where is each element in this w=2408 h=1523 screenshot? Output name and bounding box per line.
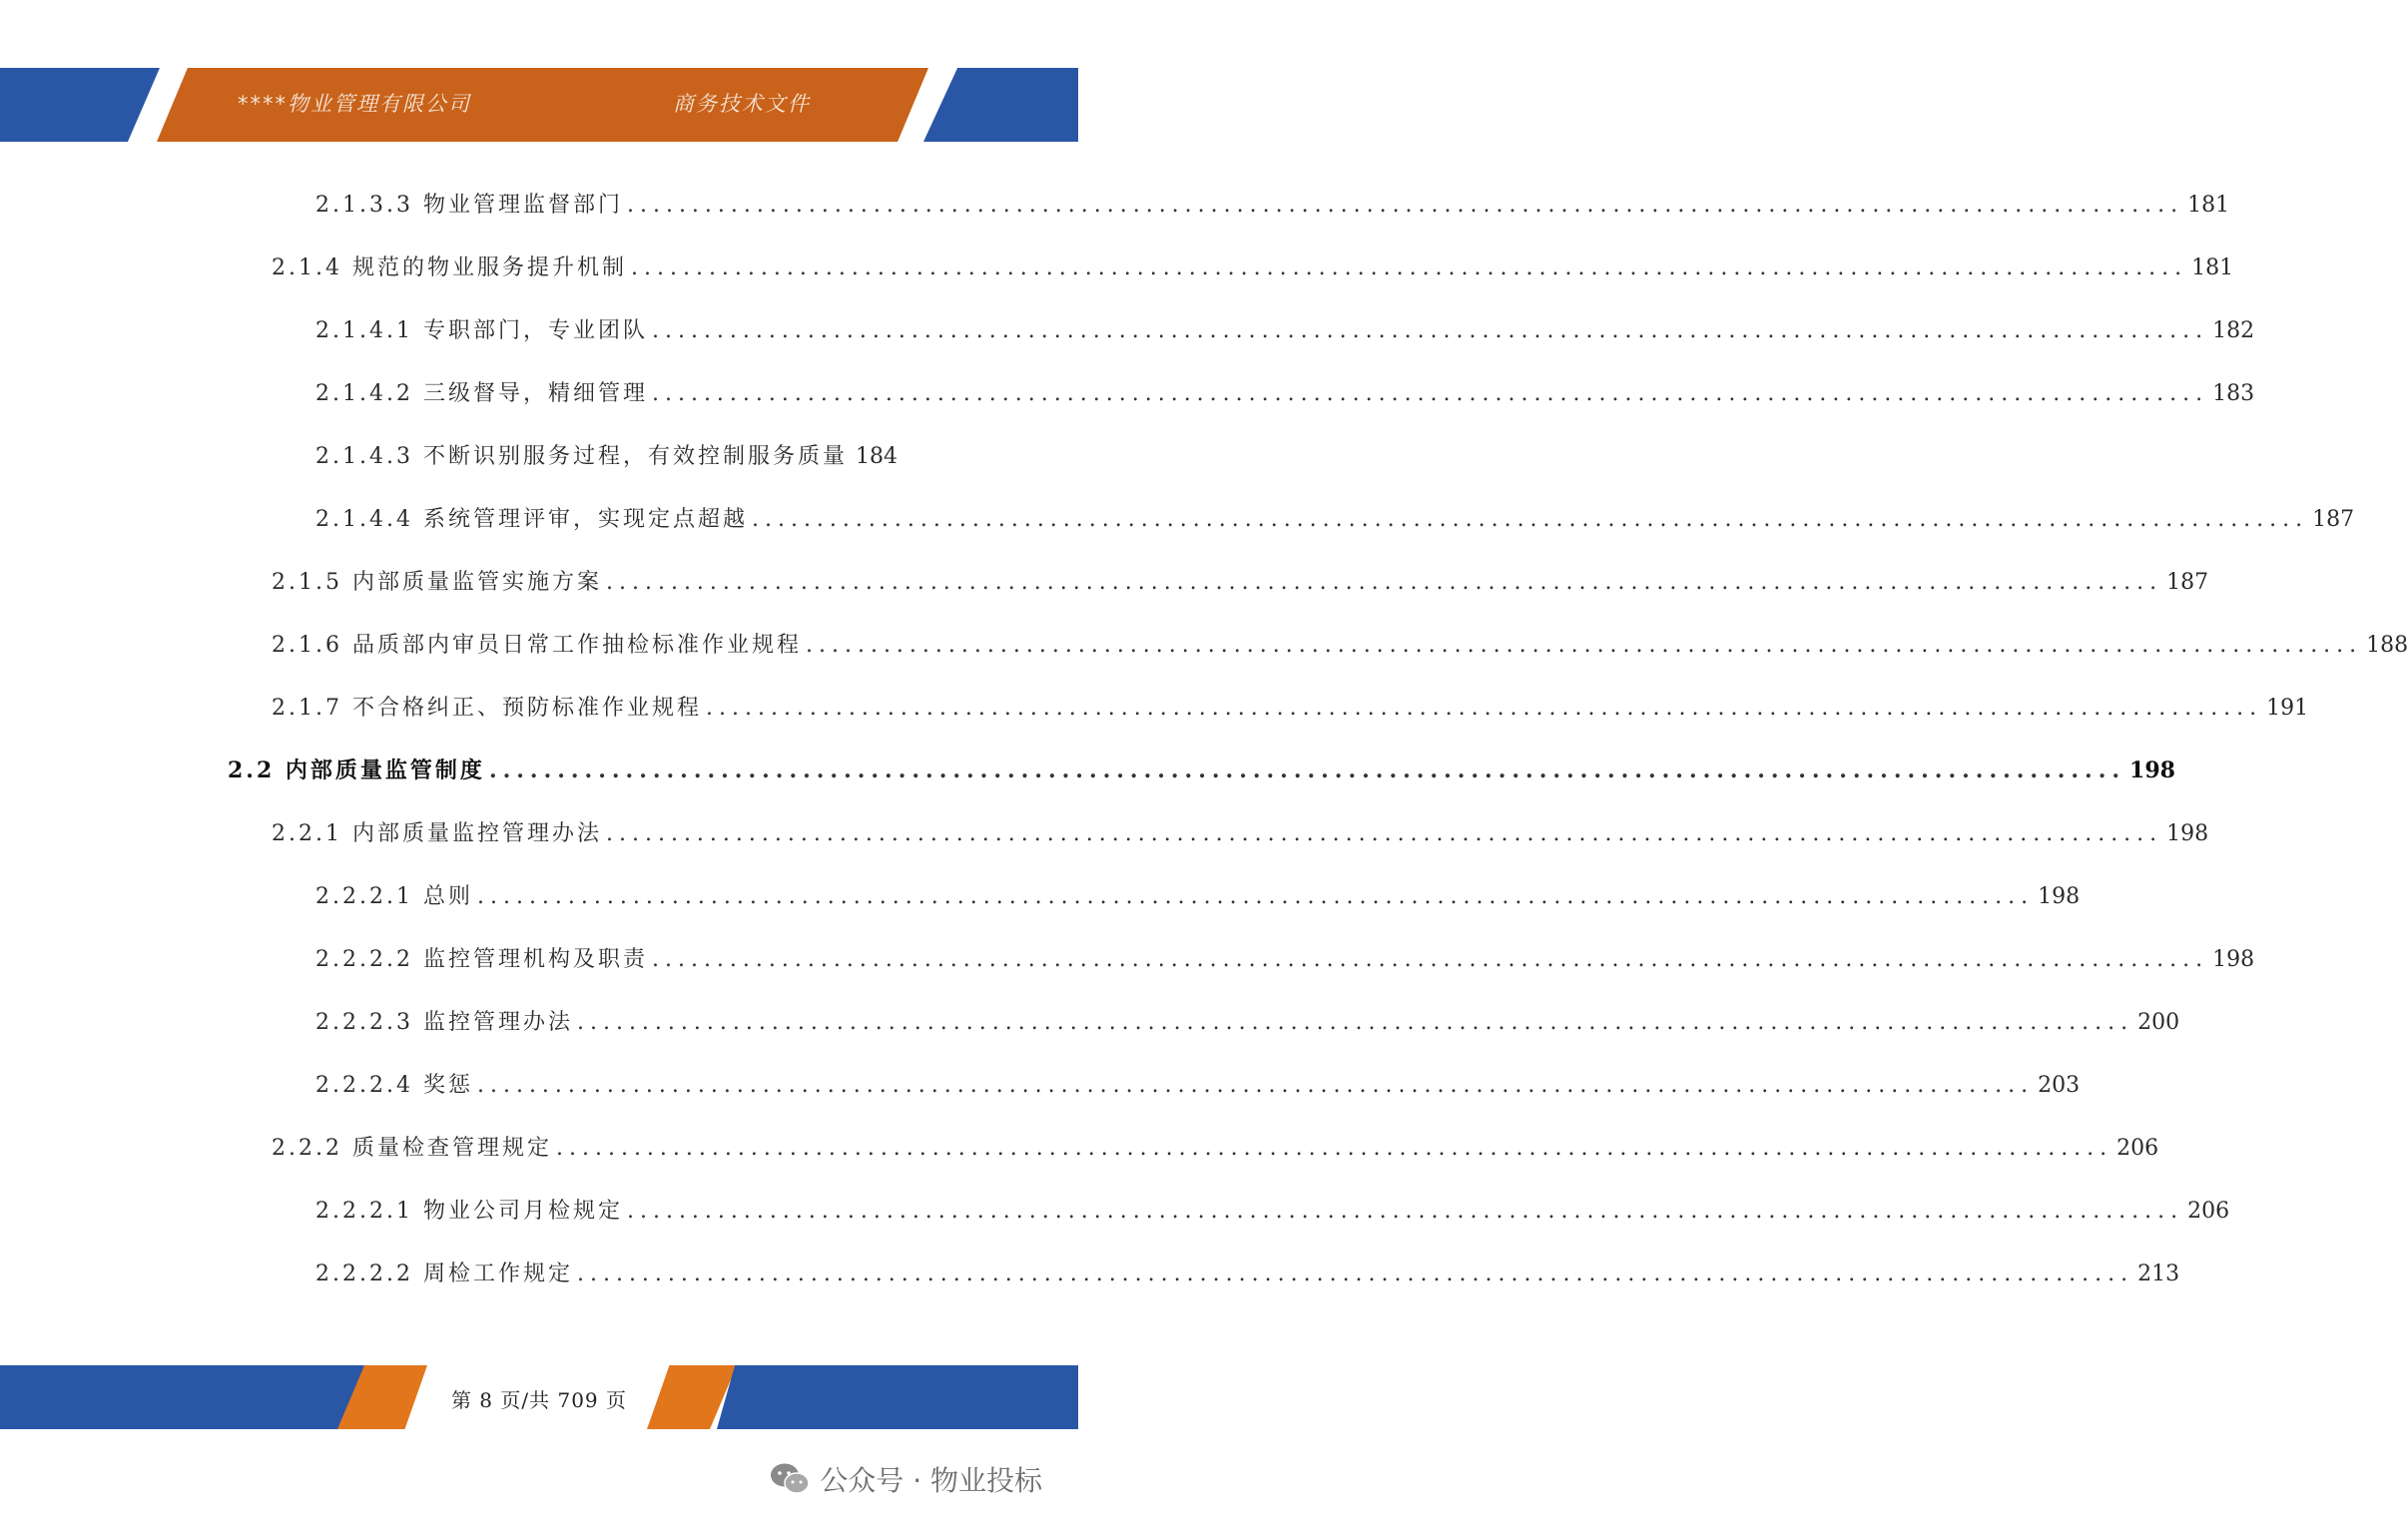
toc-entry-page: 183 bbox=[2212, 381, 2255, 406]
toc-entry-label: 2.1.4.4 系统管理评审，实现定点超越 bbox=[315, 507, 748, 532]
toc-entry-label: 2.1.3.3 物业管理监督部门 bbox=[315, 193, 623, 218]
watermark bbox=[770, 1459, 1042, 1499]
header-band-right bbox=[923, 68, 1078, 142]
wechat-icon bbox=[770, 1462, 810, 1496]
toc-leader-dots: ........................................................................................................................ bbox=[651, 381, 2209, 406]
toc-entry[interactable] bbox=[272, 251, 2234, 290]
toc-entry[interactable] bbox=[272, 816, 2209, 856]
toc-entry-label: 2.2.2.2 监控管理机构及职责 bbox=[315, 947, 648, 972]
watermark-text: 公众号 · 物业投标 bbox=[820, 1464, 1042, 1497]
toc-leader-dots: ........................................................................................................................ bbox=[576, 1262, 2134, 1286]
toc-entry-label: 2.2 内部质量监管制度 bbox=[228, 758, 485, 783]
toc-leader-dots: ........................................................................................................................ bbox=[576, 1010, 2134, 1035]
toc-entry-page: 187 bbox=[2166, 570, 2209, 595]
header-doc-type: 商务技术文件 bbox=[673, 92, 811, 116]
toc-entry[interactable] bbox=[272, 628, 2408, 668]
toc-entry-label: 2.2.2.2 周检工作规定 bbox=[315, 1262, 573, 1286]
toc-leader-dots: ........................................................................................................................ bbox=[626, 193, 2184, 218]
toc-entry[interactable] bbox=[228, 754, 2175, 793]
toc-entry[interactable] bbox=[315, 1257, 2180, 1296]
toc-entry-label: 2.1.4 规范的物业服务提升机制 bbox=[272, 255, 627, 280]
header-company: ****物业管理有限公司 bbox=[238, 92, 471, 116]
toc-leader-dots: ........................................................................................................................ bbox=[605, 570, 2163, 595]
page-number: 第 8 页/共 709 页 bbox=[450, 1388, 628, 1412]
toc-entry-label: 2.2.2.3 监控管理办法 bbox=[315, 1010, 573, 1035]
toc-leader-dots: ........................................................................................................................ bbox=[651, 947, 2209, 972]
toc-entry[interactable] bbox=[315, 1005, 2180, 1045]
toc-entry-label: 2.1.5 内部质量监管实施方案 bbox=[272, 570, 602, 595]
toc-entry-label: 2.1.7 不合格纠正、预防标准作业规程 bbox=[272, 696, 702, 721]
toc-leader-dots: ........................................................................................................................ bbox=[705, 696, 2263, 721]
toc-leader-dots: ........................................................................................................................ bbox=[630, 255, 2188, 280]
toc-entry[interactable] bbox=[315, 313, 2255, 353]
toc-entry-label: 2.1.4.3 不断识别服务过程，有效控制服务质量 bbox=[315, 444, 848, 469]
toc-entry-label: 2.2.2 质量检查管理规定 bbox=[272, 1136, 552, 1161]
toc-entry[interactable] bbox=[315, 879, 2081, 919]
toc-entry-page: 181 bbox=[2191, 255, 2234, 280]
toc-entry-page: 184 bbox=[855, 444, 898, 469]
toc-entry[interactable] bbox=[315, 942, 2255, 982]
toc-entry[interactable] bbox=[315, 439, 898, 479]
toc-entry-page: 198 bbox=[2212, 947, 2255, 972]
header-band-left bbox=[0, 68, 160, 142]
toc-entry-page: 188 bbox=[2366, 633, 2408, 658]
toc-leader-dots: ........................................................................................................................ bbox=[651, 318, 2209, 343]
toc-entry-page: 203 bbox=[2038, 1073, 2081, 1098]
toc-entry-page: 206 bbox=[2116, 1136, 2159, 1161]
toc-entry-label: 2.1.4.1 专职部门，专业团队 bbox=[315, 318, 648, 343]
toc-leader-dots: ........................................................................................................................ bbox=[626, 1199, 2184, 1224]
toc-entry-page: 213 bbox=[2137, 1262, 2180, 1286]
toc-entry[interactable] bbox=[315, 1194, 2230, 1234]
toc-entry-label: 2.2.2.4 奖惩 bbox=[315, 1073, 473, 1098]
toc-leader-dots: ........................................................................................................................ bbox=[751, 507, 2309, 532]
toc-entry-label: 2.2.2.1 物业公司月检规定 bbox=[315, 1199, 623, 1224]
toc-entry-page: 181 bbox=[2187, 193, 2230, 218]
toc-entry-page: 200 bbox=[2137, 1010, 2180, 1035]
toc-leader-dots: ........................................................................................................................ bbox=[805, 633, 2363, 658]
toc-leader-dots: ........................................................................................................................ bbox=[476, 1073, 2035, 1098]
toc-entry[interactable] bbox=[315, 502, 2355, 542]
toc-entry[interactable] bbox=[315, 376, 2255, 416]
toc-entry-label: 2.2.1 内部质量监控管理办法 bbox=[272, 821, 602, 846]
toc-entry-page: 182 bbox=[2212, 318, 2255, 343]
toc-leader-dots: ........................................................................................................................ bbox=[605, 821, 2163, 846]
toc-leader-dots: ........................................................................................................................ bbox=[488, 758, 2126, 783]
toc-entry[interactable] bbox=[315, 1068, 2081, 1108]
toc-entry-label: 2.2.2.1 总则 bbox=[315, 884, 473, 909]
toc-entry-page: 198 bbox=[2166, 821, 2209, 846]
toc-leader-dots: ........................................................................................................................ bbox=[555, 1136, 2113, 1161]
toc-entry-label: 2.1.4.2 三级督导，精细管理 bbox=[315, 381, 648, 406]
toc-entry-page: 206 bbox=[2187, 1199, 2230, 1224]
toc-entry[interactable] bbox=[272, 565, 2209, 605]
toc-leader-dots: ........................................................................................................................ bbox=[476, 884, 2035, 909]
toc-entry-page: 191 bbox=[2266, 696, 2309, 721]
toc-entry-page: 187 bbox=[2312, 507, 2355, 532]
toc-entry[interactable] bbox=[272, 691, 2309, 731]
toc-entry[interactable] bbox=[315, 188, 2230, 228]
toc-entry[interactable] bbox=[272, 1131, 2159, 1171]
toc-entry-page: 198 bbox=[2129, 758, 2175, 783]
toc-entry-page: 198 bbox=[2038, 884, 2081, 909]
toc-entry-label: 2.1.6 品质部内审员日常工作抽检标准作业规程 bbox=[272, 633, 802, 658]
